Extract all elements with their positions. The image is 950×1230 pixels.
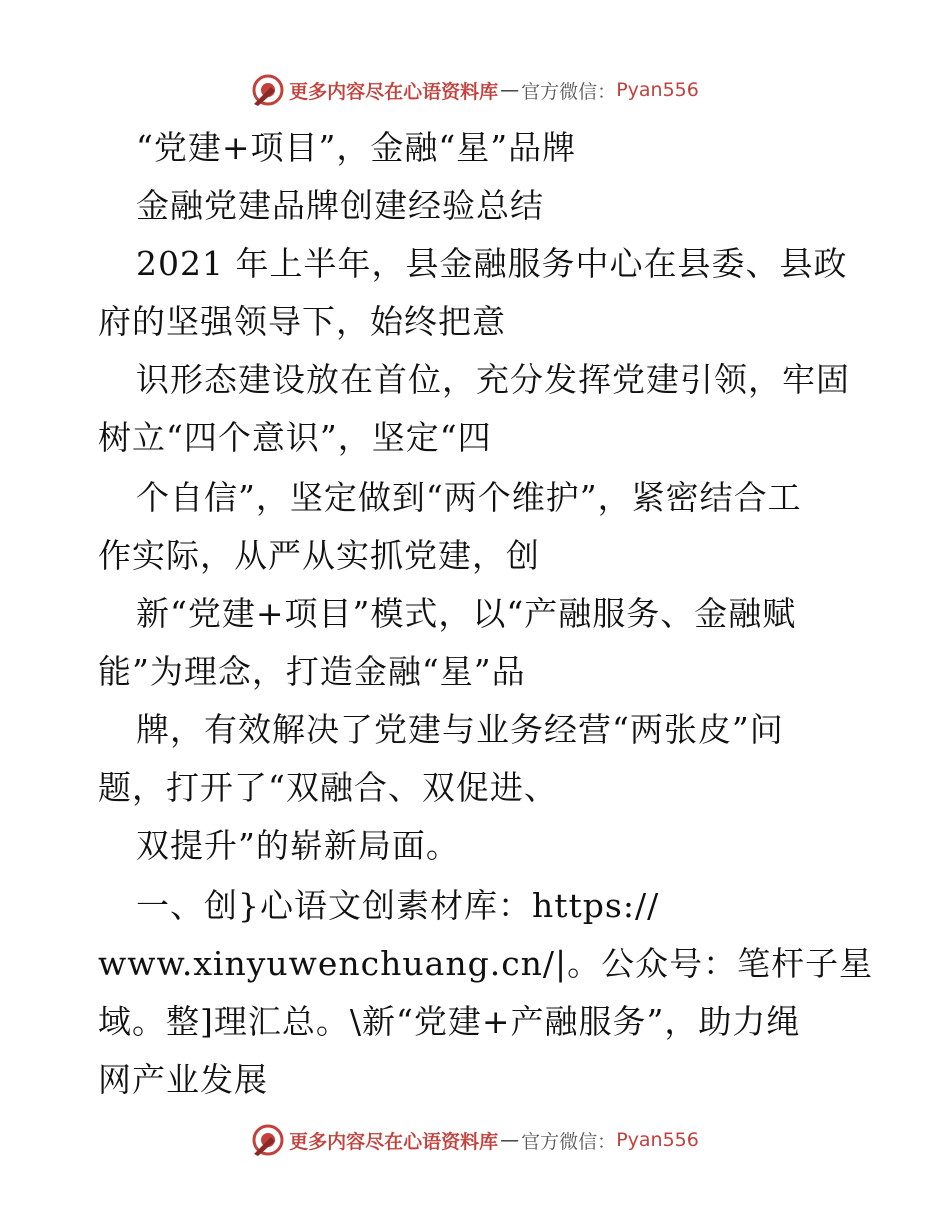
paragraph-line: 新“党建+项目”模式，以“产融服务、金融赋 xyxy=(136,594,797,633)
paragraph-line: 2021 年上半年，县金融服务中心在县委、县政 xyxy=(136,244,848,283)
watermark-dash: — xyxy=(500,79,520,101)
paragraph-line: 能”为理念，打造金融“星”品 xyxy=(98,652,526,691)
paragraph-line: 网产业发展 xyxy=(98,1060,268,1099)
footer-watermark xyxy=(0,1118,950,1162)
paragraph-line: 府的坚强领导下，始终把意 xyxy=(98,302,506,341)
pen-logo-icon xyxy=(251,1123,285,1157)
paragraph-line: 双提升”的崭新局面。 xyxy=(136,826,460,865)
watermark-contact-label: 官方微信： xyxy=(521,80,617,103)
paragraph-line: www.xinyuwenchuang.cn/|。公众号：笔杆子星 xyxy=(98,944,874,983)
watermark-contact-id: Pyan556 xyxy=(616,79,699,101)
paragraph-line: 识形态建设放在首位，充分发挥党建引领，牢固 xyxy=(136,360,850,399)
watermark-contact-label: 官方微信： xyxy=(521,1130,617,1153)
header-watermark xyxy=(0,68,950,112)
paragraph-line: 作实际，从严从实抓党建，创 xyxy=(98,536,540,575)
document-subtitle: 金融党建品牌创建经验总结 xyxy=(136,186,544,225)
paragraph-line: 牌，有效解决了党建与业务经营“两张皮”问 xyxy=(136,710,784,749)
watermark-promo-text: 更多内容尽在心语资料库 xyxy=(289,80,499,103)
paragraph-line: 域。整]理汇总。\新“党建+产融服务”，助力绳 xyxy=(98,1002,801,1041)
paragraph-line: 树立“四个意识”，坚定“四 xyxy=(98,418,492,457)
watermark-contact-id: Pyan556 xyxy=(616,1129,699,1151)
paragraph-line: 题，打开了“双融合、双促进、 xyxy=(98,768,558,807)
section-heading-line: 一、创}心语文创素材库：https:// xyxy=(136,886,660,925)
paragraph-line: 个自信”，坚定做到“两个维护”，紧密结合工 xyxy=(136,478,802,517)
document-title: “党建+项目”，金融“星”品牌 xyxy=(136,128,577,167)
watermark-dash: — xyxy=(500,1129,520,1151)
pen-logo-icon xyxy=(251,73,285,107)
watermark-promo-text: 更多内容尽在心语资料库 xyxy=(289,1130,499,1153)
